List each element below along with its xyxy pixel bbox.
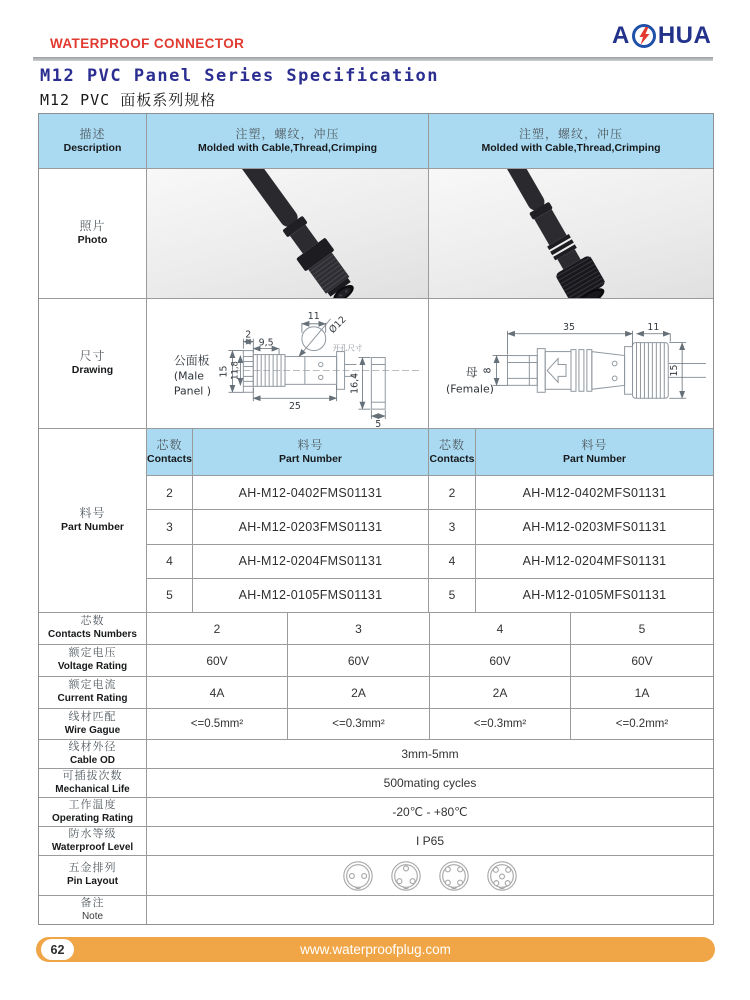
description-female xyxy=(429,114,713,168)
row-contacts-numbers xyxy=(39,613,713,645)
label-en: Description xyxy=(63,141,122,154)
row-pin-layout xyxy=(39,856,713,896)
row-label xyxy=(39,613,147,644)
row-voltage-rating xyxy=(39,645,713,677)
dim-inner: 11,8 xyxy=(228,361,239,380)
row-label xyxy=(39,827,147,855)
contacts-female: 4 xyxy=(429,545,476,578)
row-current-rating xyxy=(39,677,713,709)
row-label xyxy=(39,740,147,768)
pin-face-3-icon xyxy=(389,857,423,895)
spec-value: <=0.2mm² xyxy=(615,718,669,730)
part-female: AH-M12-0402MFS01131 xyxy=(522,485,667,500)
part-male: AH-M12-0105FMS01131 xyxy=(193,579,429,612)
male-caption-en2: Panel ) xyxy=(173,384,211,398)
spec-value: <=0.5mm² xyxy=(147,709,288,739)
female-caption-en: (Female) xyxy=(445,382,494,396)
contacts-female: 2 xyxy=(429,476,476,509)
col-en: Contacts xyxy=(429,452,475,465)
col-cn: 料号 xyxy=(297,437,324,452)
spec-table xyxy=(38,113,714,925)
label-cn: 尺寸 xyxy=(79,349,106,364)
row-label xyxy=(39,769,147,797)
col-en: Contacts xyxy=(147,452,192,465)
footer-bar xyxy=(36,937,715,962)
label-cn: 五金排列 xyxy=(68,862,117,875)
label-en: Contacts Numbers xyxy=(48,629,137,641)
part-female: AH-M12-0204MFS01131 xyxy=(522,554,667,569)
row-label xyxy=(39,896,147,924)
part-number-row xyxy=(147,579,713,612)
contacts-male: 3 xyxy=(147,510,193,543)
row-label xyxy=(39,677,147,708)
header-divider xyxy=(33,57,713,61)
row-value: -20℃ - +80℃ xyxy=(392,805,468,819)
website-url: www.waterproofplug.com xyxy=(300,942,451,957)
row-label-description xyxy=(39,114,147,168)
drawing-male-cell xyxy=(147,299,429,428)
description-male-cn: 注塑，螺纹，冲压 xyxy=(235,126,340,141)
logo-text-prefix: A xyxy=(612,22,630,49)
dim-hole-diameter: Ø12 xyxy=(326,314,349,336)
col-header-contacts-female xyxy=(429,429,476,475)
label-en: Operating Rating xyxy=(51,812,134,824)
row-part-number xyxy=(39,429,713,613)
dim-nut-diameter: 15 xyxy=(669,364,681,377)
row-cable-od xyxy=(39,740,713,769)
page-number-badge: 62 xyxy=(41,939,74,960)
contacts-male: 2 xyxy=(147,476,193,509)
spec-value: 2A xyxy=(430,677,571,708)
label-en: Part Number xyxy=(60,521,124,534)
label-cn: 芯数 xyxy=(80,615,105,628)
col-en: Part Number xyxy=(562,452,626,465)
spec-value: 60V xyxy=(288,645,430,676)
pin-face-5-icon xyxy=(485,857,519,895)
part-male: AH-M12-0204FMS01131 xyxy=(193,545,429,578)
col-header-part-male xyxy=(193,429,429,475)
row-label-drawing xyxy=(39,299,147,428)
male-connector-photo xyxy=(147,169,428,298)
contacts-male: 4 xyxy=(147,545,193,578)
dim-hole-width: 11 xyxy=(307,310,320,322)
spec-value: 60V xyxy=(631,653,653,668)
col-header-contacts-male xyxy=(147,429,193,475)
label-en: Voltage Rating xyxy=(57,661,128,673)
photo-female-cell xyxy=(429,169,713,298)
description-male xyxy=(147,114,429,168)
label-en: Photo xyxy=(77,234,108,247)
col-en: Part Number xyxy=(278,452,342,465)
part-number-subtable xyxy=(147,429,713,612)
col-header-part-female xyxy=(476,429,713,475)
col-cn: 芯数 xyxy=(438,437,465,452)
col-cn: 芯数 xyxy=(156,437,183,452)
brand-tagline: WATERPROOF CONNECTOR xyxy=(50,36,245,51)
description-female-cn: 注塑，螺纹，冲压 xyxy=(518,126,623,141)
row-label-photo xyxy=(39,169,147,298)
description-female-en: Molded with Cable,Thread,Crimping xyxy=(481,141,661,154)
label-cn: 额定电压 xyxy=(68,647,117,660)
dim-outer: 15 xyxy=(217,365,229,378)
female-connector-photo xyxy=(429,169,713,298)
spec-value: 3 xyxy=(288,613,430,644)
label-en: Current Rating xyxy=(57,693,128,705)
label-cn: 额定电流 xyxy=(68,679,117,692)
part-female: AH-M12-0203MFS01131 xyxy=(522,519,667,534)
hole-note: 开孔尺寸 xyxy=(332,343,362,353)
pin-face-4-icon xyxy=(437,857,471,895)
dim-thread: 9,5 xyxy=(258,337,274,349)
spec-value: 60V xyxy=(430,645,571,676)
spec-value: <=0.3mm² xyxy=(430,709,571,739)
part-number-row xyxy=(147,476,713,510)
label-cn: 描述 xyxy=(79,126,106,141)
spec-value: 60V xyxy=(147,645,288,676)
row-value: I P65 xyxy=(415,834,445,848)
part-female: AH-M12-0105MFS01131 xyxy=(522,588,667,603)
col-cn: 料号 xyxy=(581,437,608,452)
row-value: 3mm-5mm xyxy=(401,747,459,761)
row-drawing xyxy=(39,299,713,429)
row-operating-rating xyxy=(39,798,713,827)
company-logo xyxy=(612,22,711,50)
male-caption-en1: (Male xyxy=(173,369,204,383)
label-cn: 备注 xyxy=(80,896,105,909)
label-en: Wire Gague xyxy=(64,724,121,736)
row-photo xyxy=(39,169,713,299)
spec-value: 4A xyxy=(147,677,288,708)
contacts-female: 5 xyxy=(429,579,476,612)
part-number-header xyxy=(147,429,713,476)
label-en: Cable OD xyxy=(69,754,115,766)
row-mechanical-life xyxy=(39,769,713,798)
row-note xyxy=(39,896,713,924)
label-cn: 料号 xyxy=(79,506,106,521)
row-label xyxy=(39,798,147,826)
row-value: 500mating cycles xyxy=(383,776,477,790)
logo-text-suffix: HUA xyxy=(657,22,712,49)
part-number-row xyxy=(147,545,713,579)
label-cn: 工作温度 xyxy=(68,798,117,811)
page-title-cn: M12 PVC 面板系列规格 xyxy=(40,91,217,109)
drawing-female-cell xyxy=(429,299,713,428)
label-en: Waterproof Level xyxy=(51,841,134,853)
dim-panel: 16,4 xyxy=(348,372,360,394)
dim-length: 35 xyxy=(563,321,576,333)
photo-male-cell xyxy=(147,169,429,298)
pin-face-2-icon xyxy=(341,857,375,895)
part-male: AH-M12-0402FMS01131 xyxy=(193,476,429,509)
label-cn: 可插拔次数 xyxy=(62,769,123,782)
lightning-circle-icon xyxy=(631,23,657,49)
label-cn: 防水等级 xyxy=(68,827,117,840)
page-title-en: M12 PVC Panel Series Specification xyxy=(40,66,439,86)
part-male: AH-M12-0203FMS01131 xyxy=(193,510,429,543)
row-label xyxy=(39,856,147,895)
spec-value: 5 xyxy=(638,621,646,636)
label-en: Drawing xyxy=(71,364,114,377)
row-wire-gauge xyxy=(39,709,713,740)
spec-value: 2A xyxy=(288,677,430,708)
row-label-part-number xyxy=(39,429,147,612)
dim-panel-thickness: 5 xyxy=(374,419,381,428)
male-panel-drawing xyxy=(147,299,429,428)
contacts-female: 3 xyxy=(429,510,476,543)
row-description xyxy=(39,114,713,169)
row-label xyxy=(39,709,147,739)
contacts-male: 5 xyxy=(147,579,193,612)
label-en: Pin Layout xyxy=(66,876,119,888)
label-cn: 线材匹配 xyxy=(68,710,117,723)
dim-nut: 11 xyxy=(647,321,660,333)
label-en: Mechanical Life xyxy=(55,783,130,795)
female-caption-cn: 母 xyxy=(465,365,478,380)
row-label xyxy=(39,645,147,676)
spec-value: 1A xyxy=(634,685,650,700)
spec-value: 4 xyxy=(430,613,571,644)
female-drawing xyxy=(429,299,713,428)
spec-value: <=0.3mm² xyxy=(288,709,430,739)
pin-layout-cell xyxy=(147,856,713,895)
dim-length: 25 xyxy=(288,401,301,413)
label-cn: 照片 xyxy=(79,219,106,234)
description-male-en: Molded with Cable,Thread,Crimping xyxy=(197,141,378,154)
spec-value: 2 xyxy=(147,613,288,644)
label-en: Note xyxy=(81,910,104,922)
dim-socket: 8 xyxy=(482,367,494,374)
row-waterproof-level xyxy=(39,827,713,856)
dim-cap: 2 xyxy=(244,329,251,341)
note-value xyxy=(147,896,713,924)
label-cn: 线材外径 xyxy=(68,740,117,753)
part-number-row xyxy=(147,510,713,544)
male-caption-cn: 公面板 xyxy=(173,353,210,368)
